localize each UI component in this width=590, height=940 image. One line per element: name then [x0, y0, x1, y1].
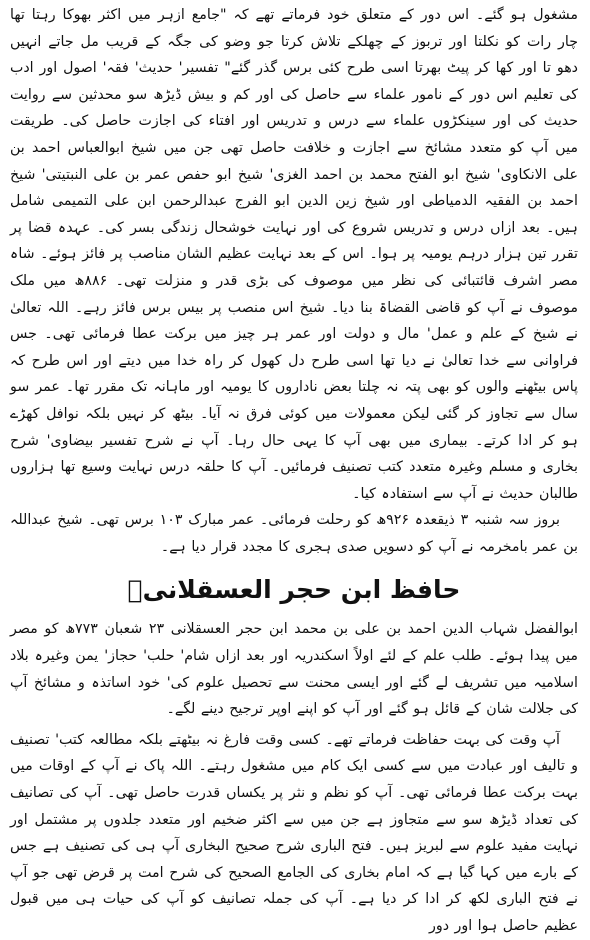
paragraph-top-2: بروز سہ شنبہ ۳ ذیقعدہ ۹۲۶ھ کو رحلت فرمائی۔ عمر مبارک ۱۰۳ برس تھی۔ شیخ عبداللہ بن عمر بامخرمہ نے آپ کو دسویں صدی ہجری کا مجدد قرار دیا ہے۔ — [10, 512, 578, 555]
paragraph-bottom-1: ابوالفضل شہاب الدین احمد بن علی بن محمد ابن حجر العسقلانی ۲۳ شعبان ۷۷۳ھ کو مصر میں پیدا ہوئے۔ طلب علم کے لئے اولاً اسکندریہ اور بعد ازاں شام' حلب' حجاز' یمن وغیرہ بلاد اسلامیہ میں تشریف لے گئے اور ایسی محنت سے تحصیل علوم کی' خود اساتذہ و مشائخ آپ کی جلالت شان کے قائل ہو گئے اور آپ کو اپنے اوپر ترجیح دینے لگے۔ — [10, 621, 578, 718]
paragraph-bottom-2: آپ وقت کی بہت حفاظت فرماتے تھے۔ کسی وقت فارغ نہ بیٹھتے بلکہ مطالعہ کتب' تصنیف و تالیف اور عبادت میں سے کسی ایک کام میں مشغول رہتے۔ اللہ پاک نے آپ کے اوقات میں بہت برکت عطا فرمائی تھی۔ آپ کو نظم و نثر پر یکساں قدرت حاصل تھی۔ آپ کی تصانیف کی تعداد ڈیڑھ سو سے متجاوز ہے جن میں سے اکثر ضخیم اور متعدد جلدوں پر مشتمل اور نہایت مفید علوم سے لبریز ہیں۔ فتح الباری شرح صحیح البخاری آپ ہی کی تصنیف ہے جس کے بارے میں کہا گیا ہے کہ امام بخاری کی الجامع الصحیح کی شرح امت پر قرض تھی جو آپ نے فتح الباری لکھ کر ادا کر دیا ہے۔ آپ کی جملہ تصانیف کو آپ کی حیات ہی میں قبول عظیم حاصل ہوا اور دور — [10, 731, 578, 934]
paragraph-top-1: مشغول ہو گئے۔ اس دور کے متعلق خود فرماتے تھے کہ "جامع ازہر میں اکثر بھوکا رہتا تھا چار رات کو نکلتا اور تربوز کے چھلکے تلاش کرتا جو وضو کی جگہ کے قریب مل جاتے انہیں دھو تا اور کھا کر پیٹ بھرتا اسی طرح کئی برس گذر گئے" تفسیر' حدیث' فقہ' اصول اور ادب کی تعلیم اس دور کے نامور علماء سے حاصل کی اور کم و بیش ڈیڑھ سو محدثین سے روایت حدیث کی اور سینکڑوں علماء سے درس و تدریس اور افتاء کی اجازت حاصل کی۔ طریقت میں آپ کو متعدد مشائخ سے اجازت و خلافت حاصل تھی جن میں شیخ ابوالعباس احمد بن علی الانکاوی' شیخ ابو الفتح محمد بن احمد الغزی' شیخ ابو حفص عمر بن علی النبتیتی' شیخ احمد بن الفقیہ الدمیاطی اور شیخ زین الدین ابو الفرج عبدالرحمن ابن علی التمیمی شامل ہیں۔ بعد ازاں درس و تدریس شروع کی اور نہایت خوشحال زندگی بسر کی۔ عہدہ قضا پر تقرر تین ہزار درہم یومیہ پر ہوا۔ اس کے بعد نہایت عظیم الشان مناصب پر فائز ہوئے۔ شاہ مصر اشرف قائتبائی کی نظر میں موصوف کی بڑی قدر و منزلت تھی۔ ۸۸۶ھ میں ملک موصوف نے آپ کو قاضی القضاۃ بنا دیا۔ شیخ اس منصب پر بیس برس فائز رہے۔ اللہ تعالیٰ نے شیخ کے علم و عمل' مال و دولت اور عمر ہر چیز میں برکت عطا فرمائی تھی۔ جس فراوانی سے خدا تعالیٰ نے دیا تھا اسی طرح دل کھول کر راہ خدا میں دیتے اور اس طرح کہ پاس بیٹھنے والوں کو بھی پتہ نہ چلتا بعض ناداروں کا یومیہ اور ماہانہ تک مقرر تھا۔ عمر سو سال سے تجاوز کر گئی لیکن معمولات میں کوئی فرق نہ آیا۔ بیٹھ کر نہیں بلکہ نوافل کھڑے ہو کر ادا کرتے۔ بیماری میں بھی آپ کا یہی حال رہا۔ آپ نے شرح تفسیر بیضاوی' شرح بخاری و مسلم وغیرہ متعدد کتب تصنیف فرمائیں۔ آپ کا حلقہ درس نہایت وسیع تھا ہزاروں طالبان حدیث نے آپ سے استفادہ کیا۔ — [10, 7, 578, 502]
section-heading: حافظ ابن حجر العسقلانیؒ — [127, 575, 461, 605]
